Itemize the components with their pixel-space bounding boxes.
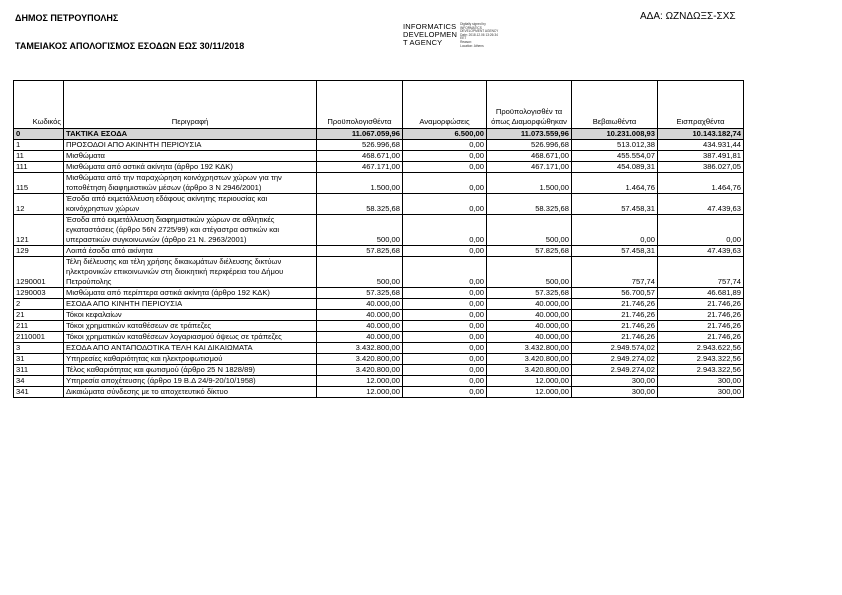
cell-description: Μισθώματα από την παραχώρηση κοινόχρηστων χώρων για την τοποθέτηση διαφημιστικών μέσων (άρθρο 3 Ν 2946/2001) (64, 173, 317, 194)
cell-adjustments: 0,00 (403, 194, 487, 215)
cell-description: ΕΣΟΔΑ ΑΠΟ ΚΙΝΗΤΗ ΠΕΡΙΟΥΣΙΑ (64, 299, 317, 310)
cell-adjustments: 0,00 (403, 321, 487, 332)
cell-code: 11 (14, 151, 64, 162)
cell-collected: 2.943.322,56 (658, 354, 744, 365)
cell-adjustments: 0,00 (403, 310, 487, 321)
cell-code: 115 (14, 173, 64, 194)
cell-description: Έσοδα από εκμετάλλευση διαφημιστικών χώρων σε αθλητικές εγκαταστάσεις (άρθρο 56Ν 2725/99) και στέγαστρα αστικών και υπεραστικών συγκοινωνιών (άρθρο 21 Ν. 2963/2001) (64, 215, 317, 246)
cell-budgeted-after: 12.000,00 (487, 387, 572, 398)
revenue-table (13, 80, 744, 398)
cell-description: Τέλος καθαριότητας και φωτισμού (άρθρο 25 Ν 1828/89) (64, 365, 317, 376)
cell-budgeted-after: 468.671,00 (487, 151, 572, 162)
cell-budgeted: 500,00 (317, 215, 403, 246)
cell-budgeted-after: 500,00 (487, 215, 572, 246)
stamp-line: INFORMATICS (403, 22, 457, 31)
col-header-certified: Βεβαιωθέντα (572, 81, 658, 129)
cell-budgeted: 500,00 (317, 257, 403, 288)
cell-certified: 57.458,31 (572, 194, 658, 215)
cell-description: Τέλη διέλευσης και τέλη χρήσης δικαιωμάτων διέλευσης δικτύων ηλεκτρονικών επικοινωνιών στη διοικητική περιφέρεια του Δήμου Πετρούπολης (64, 257, 317, 288)
cell-adjustments: 0,00 (403, 257, 487, 288)
table-row (14, 151, 744, 162)
cell-collected: 21.746,26 (658, 310, 744, 321)
cell-budgeted-after: 40.000,00 (487, 321, 572, 332)
cell-budgeted: 3.420.800,00 (317, 365, 403, 376)
table-row (14, 246, 744, 257)
cell-budgeted-after: 3.420.800,00 (487, 365, 572, 376)
cell-adjustments: 0,00 (403, 246, 487, 257)
table-row (14, 343, 744, 354)
cell-code: 34 (14, 376, 64, 387)
table-row (14, 173, 744, 194)
cell-budgeted-after: 57.825,68 (487, 246, 572, 257)
col-header-adjustments: Αναμορφώσεις (403, 81, 487, 129)
cell-adjustments: 0,00 (403, 343, 487, 354)
table-row (14, 129, 744, 140)
cell-budgeted: 40.000,00 (317, 310, 403, 321)
table-row (14, 387, 744, 398)
cell-budgeted: 1.500,00 (317, 173, 403, 194)
cell-budgeted-after: 58.325,68 (487, 194, 572, 215)
cell-code: 1290003 (14, 288, 64, 299)
cell-certified: 57.458,31 (572, 246, 658, 257)
cell-certified: 513.012,38 (572, 140, 658, 151)
cell-code: 1 (14, 140, 64, 151)
cell-description: Έσοδα από εκμετάλλευση εδάφους ακίνητης περιουσίας και κοινόχρηστων χώρων (64, 194, 317, 215)
table-row (14, 321, 744, 332)
cell-adjustments: 0,00 (403, 288, 487, 299)
cell-code: 31 (14, 354, 64, 365)
cell-adjustments: 0,00 (403, 151, 487, 162)
municipality-name: ΔΗΜΟΣ ΠΕΤΡΟΥΠΟΛΗΣ (15, 13, 119, 23)
cell-collected: 47.439,63 (658, 246, 744, 257)
cell-collected: 757,74 (658, 257, 744, 288)
cell-budgeted: 40.000,00 (317, 321, 403, 332)
table-row (14, 288, 744, 299)
cell-collected: 0,00 (658, 215, 744, 246)
cell-description: Δικαιώματα σύνδεσης με το αποχετευτικό δίκτυο (64, 387, 317, 398)
table-row (14, 140, 744, 151)
col-header-budgeted-after: Προϋπολογισθέν τα όπως Διαμορφώθηκαν (487, 81, 572, 129)
cell-collected: 1.464,76 (658, 173, 744, 194)
cell-budgeted-after: 3.432.800,00 (487, 343, 572, 354)
cell-code: 0 (14, 129, 64, 140)
ada-code: ΑΔΑ: ΩΖΝΔΩΞΣ-ΣΧΣ (640, 11, 736, 22)
cell-description: ΕΣΟΔΑ ΑΠΟ ΑΝΤΑΠΟΔΟΤΙΚΑ ΤΕΛΗ ΚΑΙ ΔΙΚΑΙΩΜΑΤΑ (64, 343, 317, 354)
cell-budgeted: 467.171,00 (317, 162, 403, 173)
cell-certified: 21.746,26 (572, 321, 658, 332)
cell-adjustments: 6.500,00 (403, 129, 487, 140)
cell-budgeted: 468.671,00 (317, 151, 403, 162)
stamp-line: T AGENCY (403, 38, 443, 47)
cell-certified: 21.746,26 (572, 310, 658, 321)
cell-certified: 300,00 (572, 387, 658, 398)
cell-budgeted-after: 500,00 (487, 257, 572, 288)
cell-code: 341 (14, 387, 64, 398)
col-header-budgeted: Προϋπολογισθέντα (317, 81, 403, 129)
col-header-description: Περιγραφή (64, 81, 317, 129)
cell-budgeted-after: 40.000,00 (487, 332, 572, 343)
col-header-collected: Εισπραχθέντα (658, 81, 744, 129)
cell-code: 2 (14, 299, 64, 310)
table-header-row (14, 81, 744, 129)
cell-budgeted: 40.000,00 (317, 332, 403, 343)
cell-collected: 47.439,63 (658, 194, 744, 215)
cell-budgeted: 57.825,68 (317, 246, 403, 257)
cell-adjustments: 0,00 (403, 299, 487, 310)
cell-certified: 10.231.008,93 (572, 129, 658, 140)
cell-certified: 757,74 (572, 257, 658, 288)
cell-description: Λοιπά έσοδα από ακίνητα (64, 246, 317, 257)
cell-description: ΠΡΟΣΟΔΟΙ ΑΠΟ ΑΚΙΝΗΤΗ ΠΕΡΙΟΥΣΙΑ (64, 140, 317, 151)
cell-adjustments: 0,00 (403, 365, 487, 376)
cell-code: 2110001 (14, 332, 64, 343)
cell-description: Υπηρεσία αποχέτευσης (άρθρο 19 Β.Δ 24/9-20/10/1958) (64, 376, 317, 387)
cell-adjustments: 0,00 (403, 215, 487, 246)
cell-budgeted-after: 1.500,00 (487, 173, 572, 194)
table-row (14, 376, 744, 387)
cell-collected: 46.681,89 (658, 288, 744, 299)
cell-code: 1290001 (14, 257, 64, 288)
cell-certified: 21.746,26 (572, 332, 658, 343)
cell-description: ΤΑΚΤΙΚΑ ΕΣΟΔΑ (64, 129, 317, 140)
table-row (14, 365, 744, 376)
cell-adjustments: 0,00 (403, 162, 487, 173)
cell-budgeted-after: 467.171,00 (487, 162, 572, 173)
table-row (14, 162, 744, 173)
cell-budgeted: 58.325,68 (317, 194, 403, 215)
stamp-detail-line: Location: Athens (460, 43, 484, 48)
cell-adjustments: 0,00 (403, 354, 487, 365)
cell-budgeted-after: 57.325,68 (487, 288, 572, 299)
cell-collected: 434.931,44 (658, 140, 744, 151)
cell-collected: 300,00 (658, 376, 744, 387)
cell-budgeted: 12.000,00 (317, 387, 403, 398)
cell-code: 12 (14, 194, 64, 215)
cell-certified: 2.949.274,02 (572, 365, 658, 376)
cell-certified: 454.089,31 (572, 162, 658, 173)
cell-collected: 21.746,26 (658, 332, 744, 343)
cell-certified: 0,00 (572, 215, 658, 246)
cell-certified: 56.700,57 (572, 288, 658, 299)
digital-signature-stamp (403, 23, 498, 48)
cell-code: 21 (14, 310, 64, 321)
cell-certified: 1.464,76 (572, 173, 658, 194)
cell-code: 111 (14, 162, 64, 173)
cell-budgeted-after: 40.000,00 (487, 299, 572, 310)
cell-certified: 2.949.574,02 (572, 343, 658, 354)
cell-budgeted: 40.000,00 (317, 299, 403, 310)
cell-collected: 21.746,26 (658, 299, 744, 310)
cell-code: 129 (14, 246, 64, 257)
cell-budgeted-after: 11.073.559,96 (487, 129, 572, 140)
cell-budgeted-after: 3.420.800,00 (487, 354, 572, 365)
cell-collected: 21.746,26 (658, 321, 744, 332)
cell-budgeted: 12.000,00 (317, 376, 403, 387)
cell-budgeted-after: 12.000,00 (487, 376, 572, 387)
table-row (14, 332, 744, 343)
cell-budgeted-after: 40.000,00 (487, 310, 572, 321)
cell-budgeted: 3.420.800,00 (317, 354, 403, 365)
cell-description: Τόκοι κεφαλαίων (64, 310, 317, 321)
cell-description: Μισθώματα (64, 151, 317, 162)
report-title: ΤΑΜΕΙΑΚΟΣ ΑΠΟΛΟΓΙΣΜΟΣ ΕΣΟΔΩΝ ΕΩΣ 30/11/2018 (15, 41, 245, 51)
table-row (14, 354, 744, 365)
cell-certified: 300,00 (572, 376, 658, 387)
cell-collected: 2.943.322,56 (658, 365, 744, 376)
cell-code: 211 (14, 321, 64, 332)
stamp-detail-line: Date: 2018.12.06 13:26:34 (460, 32, 498, 37)
cell-certified: 21.746,26 (572, 299, 658, 310)
cell-description: Μισθώματα από αστικά ακίνητα (άρθρο 192 ΚΔΚ) (64, 162, 317, 173)
table-row (14, 215, 744, 246)
stamp-detail-line: Reason: (460, 39, 472, 44)
cell-description: Υπηρεσίες καθαριότητας και ηλεκτροφωτισμού (64, 354, 317, 365)
cell-description: Τόκοι χρηματικών καταθέσεων σε τράπεζες (64, 321, 317, 332)
table-row (14, 310, 744, 321)
col-header-code: Κωδικός (14, 81, 64, 129)
cell-adjustments: 0,00 (403, 332, 487, 343)
stamp-detail-line: DEVELOPMENT AGENCY (460, 29, 499, 34)
cell-budgeted: 526.996,68 (317, 140, 403, 151)
cell-code: 121 (14, 215, 64, 246)
cell-budgeted-after: 526.996,68 (487, 140, 572, 151)
stamp-line: DEVELOPMEN (403, 30, 458, 39)
cell-code: 3 (14, 343, 64, 354)
cell-adjustments: 0,00 (403, 173, 487, 194)
stamp-detail-line: Digitally signed by (460, 22, 486, 26)
cell-collected: 386.027,05 (658, 162, 744, 173)
cell-adjustments: 0,00 (403, 376, 487, 387)
cell-budgeted: 3.432.800,00 (317, 343, 403, 354)
cell-collected: 10.143.182,74 (658, 129, 744, 140)
cell-certified: 455.554,07 (572, 151, 658, 162)
cell-collected: 387.491,81 (658, 151, 744, 162)
cell-description: Μισθώματα από περίπτερα αστικά ακίνητα (άρθρο 192 ΚΔΚ) (64, 288, 317, 299)
table-row (14, 257, 744, 288)
cell-code: 311 (14, 365, 64, 376)
stamp-detail-line: EET (460, 36, 467, 41)
stamp-detail-line: INFORMATICS (460, 25, 482, 30)
cell-budgeted: 11.067.059,96 (317, 129, 403, 140)
cell-description: Τόκοι χρηματικών καταθέσεων λογαριασμού όψεως σε τράπεζες (64, 332, 317, 343)
cell-budgeted: 57.325,68 (317, 288, 403, 299)
table-row (14, 194, 744, 215)
cell-collected: 2.943.622,56 (658, 343, 744, 354)
cell-collected: 300,00 (658, 387, 744, 398)
cell-adjustments: 0,00 (403, 140, 487, 151)
table-row (14, 299, 744, 310)
cell-certified: 2.949.274,02 (572, 354, 658, 365)
cell-adjustments: 0,00 (403, 387, 487, 398)
